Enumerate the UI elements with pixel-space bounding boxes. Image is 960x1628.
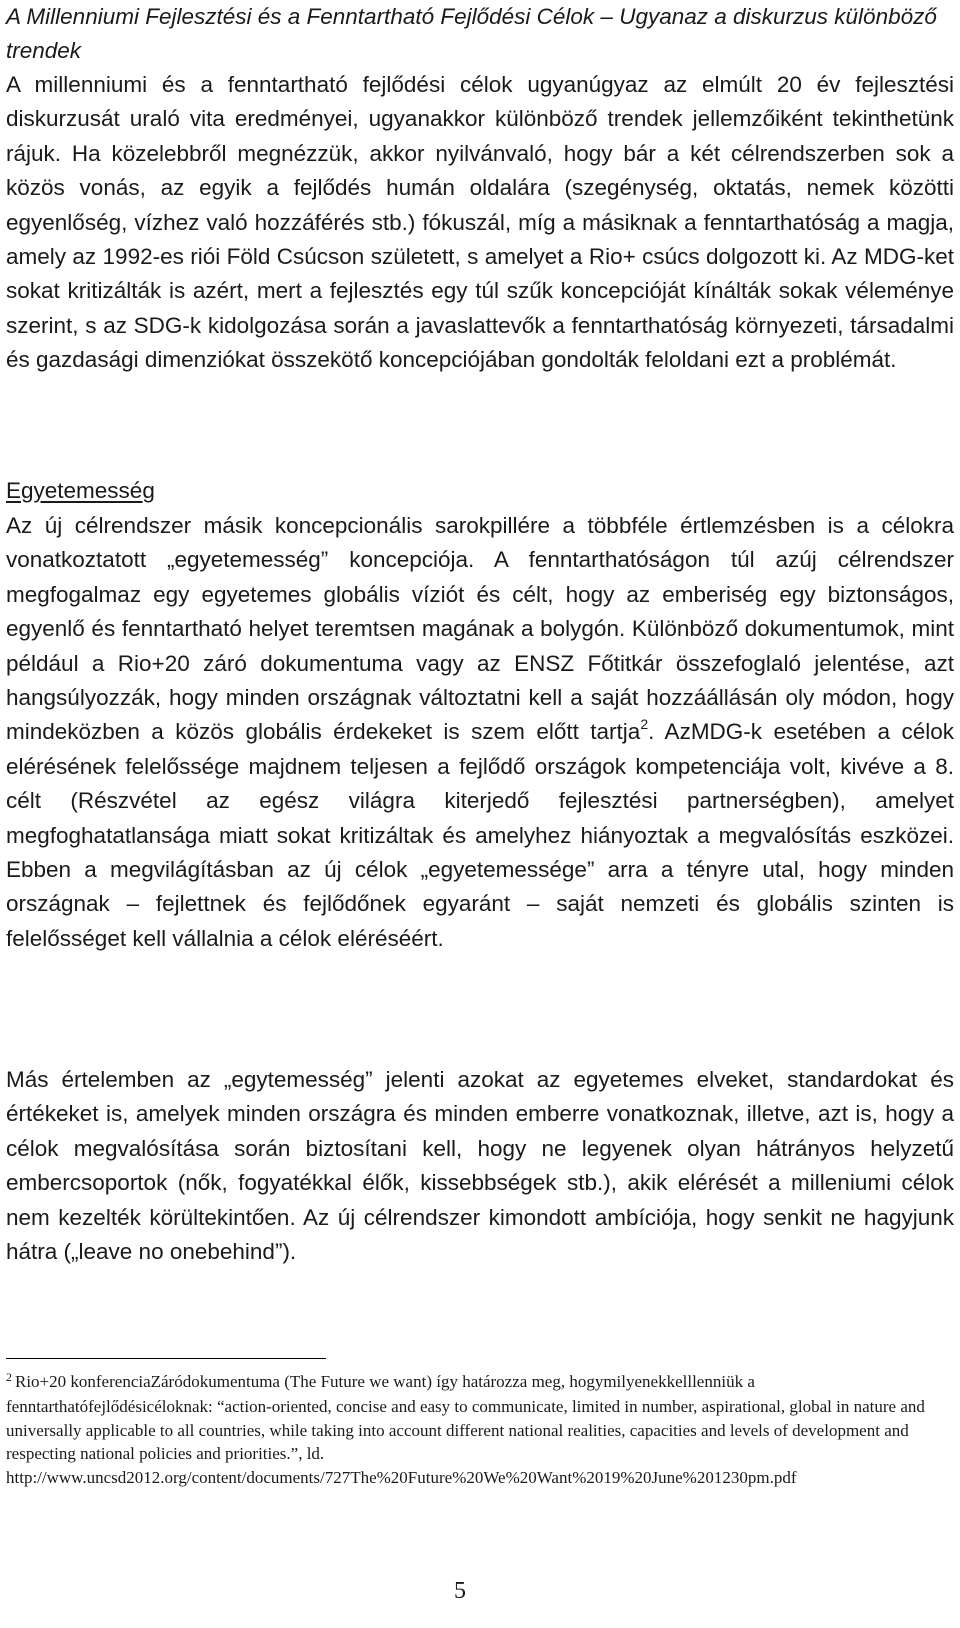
document-title: A Millenniumi Fejlesztési és a Fenntartható Fejlődési Célok – Ugyanaz a diskurzus különböző trendek bbox=[6, 4, 937, 64]
paragraph-2 bbox=[6, 509, 954, 956]
paragraph-2-part-2: . AzMDG-k esetében a célok elérésének felelőssége majdnem teljesen a fejlődő országok kompetenciája volt, kivéve a 8. célt (Részvétel az egész világra kiterjedő fejlesztési partnerségben), amelyet megfoghatatlansága miatt sokat kritizáltak és amelyhez hiányoztak a megvalósítás eszközei. Ebben a megvilágításban az új célok „egyetemessége” arra a tényre utal, hogy minden országnak – fejlettnek és fejlődőnek egyaránt – saját nemzeti és globális szinten is felelősséget kell vállalnia a célok eléréséért. bbox=[6, 719, 954, 951]
footnote-reference: 2 bbox=[640, 715, 649, 732]
footnote-number: 2 bbox=[6, 1370, 12, 1384]
footnote bbox=[6, 1370, 944, 1489]
section-heading-egyetemesseg: Egyetemesség bbox=[6, 478, 155, 503]
paragraph-3: Más értelemben az „egytemesség” jelenti azokat az egyetemes elveket, standardokat és értékeket is, amelyek minden országra és minden emberre vonatkoznak, illetve, azt is, hogy a célok megvalósítása során biztosítani kell, hogy ne legyenek olyan hátrányos helyzetű embercsoportok (nők, fogyatékkal élők, kissebbségek stb.), akik elérését a milleniumi célok nem kezelték körültekintően. Az új célrendszer kimondott ambíciója, hogy senkit ne hagyjunk hátra („leave no onebehind”). bbox=[6, 1067, 954, 1265]
footnote-separator bbox=[6, 1358, 326, 1359]
page-number: 5 bbox=[454, 1578, 466, 1604]
paragraph-2-part-1: Az új célrendszer másik koncepcionális sarokpillére a többféle értlemzésben is a célokra vonatkoztatott „egyetemesség” koncepciója. A fenntarthatóságon túl azúj célrendszer megfogalmaz egy egyetemes globális víziót és célt, hogy az emberiség egy biztonságos, egyenlő és fenntartható helyet teremtsen magának a bolygón. Különböző dokumentumok, mint például a Rio+20 záró dokumentuma vagy az ENSZ Főtitkár összefoglaló jelentése, azt hangsúlyozzák, hogy minden országnak változtatni kell a saját hozzáállásán oly módon, hogy mindeközben a közös globális érdekeket is szem előtt tartja bbox=[6, 513, 954, 745]
paragraph-1: A millenniumi és a fenntartható fejlődési célok ugyanúgyaz az elmúlt 20 év fejlesztési diskurzusát uraló vita eredményei, ugyanakkor különböző trendek jellemzőiként tekinthetünk rájuk. Ha közelebbről megnézzük, akkor nyilvánvaló, hogy bár a két célrendszerben sok a közös vonás, az egyik a fejlődés humán oldalára (szegénység, oktatás, nemek közötti egyenlőség, vízhez való hozzáférés stb.) fókuszál, míg a másiknak a fenntarthatóság a magja, amely az 1992-es riói Föld Csúcson született, s amelyet a Rio+ csúcs dolgozott ki. Az MDG-ket sokat kritizálták is azért, mert a fejlesztés egy túl szűk koncepcióját kínálták sokak véleménye szerint, s az SDG-k kidolgozása során a javaslattevők a fenntarthatóság környezeti, társadalmi és gazdasági dimenziókat összekötő koncepciójában gondolták feloldani ezt a problémát. bbox=[6, 72, 954, 373]
footnote-text: Rio+20 konferenciaZáródokumentuma (The Future we want) így határozza meg, hogymilyenekkelllenniük a fenntarthatófejlődésicéloknak: “action-oriented, concise and easy to communicate, limited in number, aspirational, global in nature and universally applicable to all countries, while taking into account different national realities, capacities and levels of development and respecting national policies and priorities.”, ld. http://www.uncsd2012.org/content/documents/727The%20Future%20We%20Want%2019%20June%201230pm.pdf bbox=[6, 1372, 925, 1487]
